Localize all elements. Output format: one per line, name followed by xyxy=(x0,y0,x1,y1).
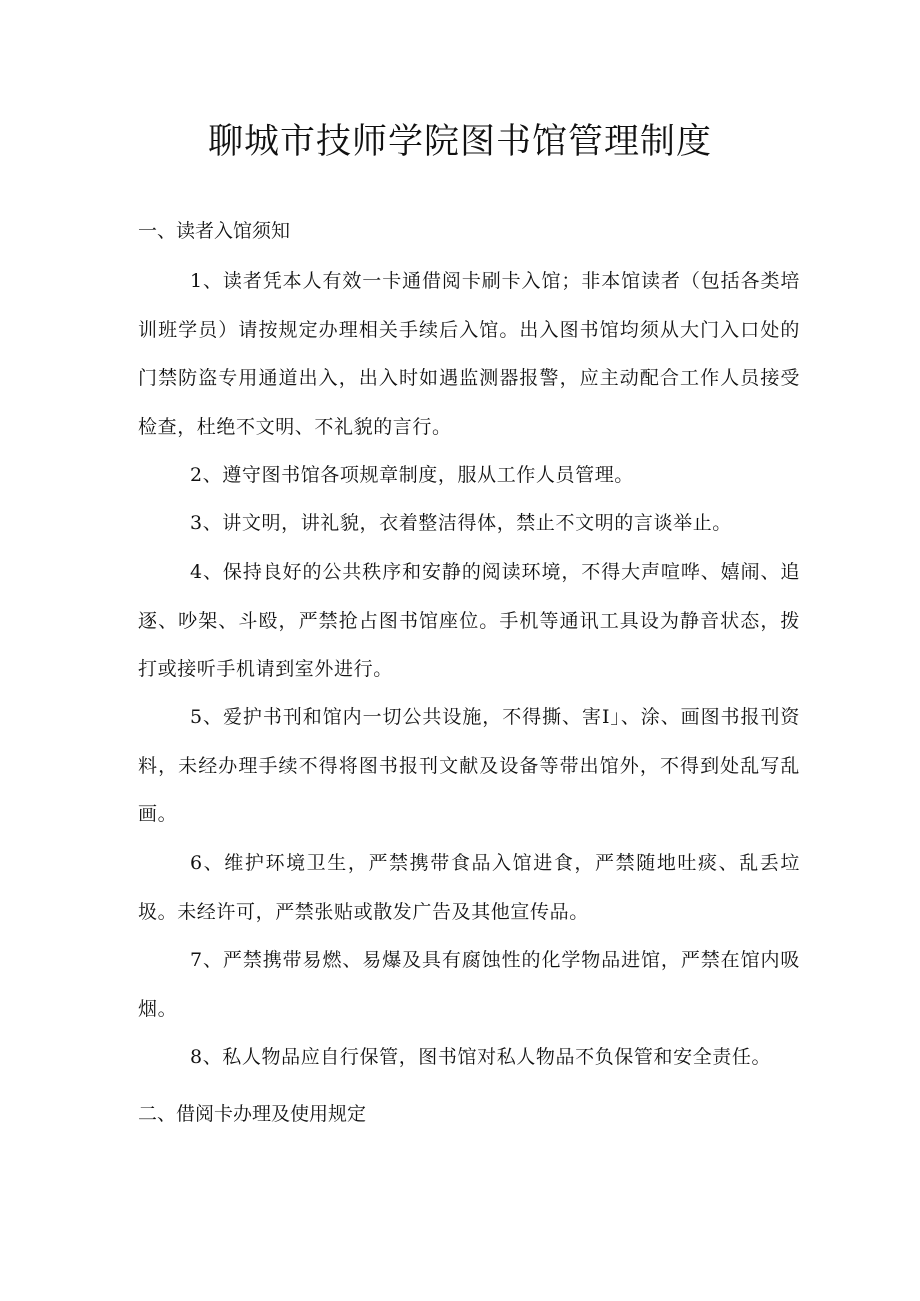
rule-item-8: 8、私人物品应自行保管，图书馆对私人物品不负保管和安全责任。 xyxy=(190,1046,772,1068)
document-title: 聊城市技师学院图书馆管理制度 xyxy=(207,122,712,162)
section-heading-reader-entry: 一、读者入馆须知 xyxy=(138,220,291,242)
rule-item-6: 6、维护环境卫生，严禁携带食品入馆进食，严禁随地吐痰、乱丢垃圾。未经许可，严禁张贴或散发广告及其他宣传品。 xyxy=(138,852,800,923)
rule-item-2: 2、遵守图书馆各项规章制度，服从工作人员管理。 xyxy=(190,464,634,486)
rule-item-1: 1、读者凭本人有效一卡通借阅卡刷卡入馆；非本馆读者（包括各类培训班学员）请按规定办理相关手续后入馆。出入图书馆均须从大门入口处的门禁防盗专用通道出入，出入时如遇监测器报警，应主动配合工作人员接受检查，杜绝不文明、不礼貌的言行。 xyxy=(138,270,800,438)
rule-item-5: 5、爱护书刊和馆内一切公共设施，不得撕、害I」、涂、画图书报刊资料，未经办理手续不得将图书报刊文献及设备等带出馆外，不得到处乱写乱画。 xyxy=(138,706,800,825)
section-heading-card-rules: 二、借阅卡办理及使用规定 xyxy=(138,1103,367,1125)
rule-item-3: 3、讲文明，讲礼貌，衣着整洁得体，禁止不文明的言谈举止。 xyxy=(190,512,732,534)
rule-item-7: 7、严禁携带易燃、易爆及具有腐蚀性的化学物品进馆，严禁在馆内吸烟。 xyxy=(138,949,800,1020)
rule-item-4: 4、保持良好的公共秩序和安静的阅读环境，不得大声喧哗、嬉闹、追逐、吵架、斗殴，严禁抢占图书馆座位。手机等通讯工具设为静音状态，拨打或接听手机请到室外进行。 xyxy=(138,561,800,680)
